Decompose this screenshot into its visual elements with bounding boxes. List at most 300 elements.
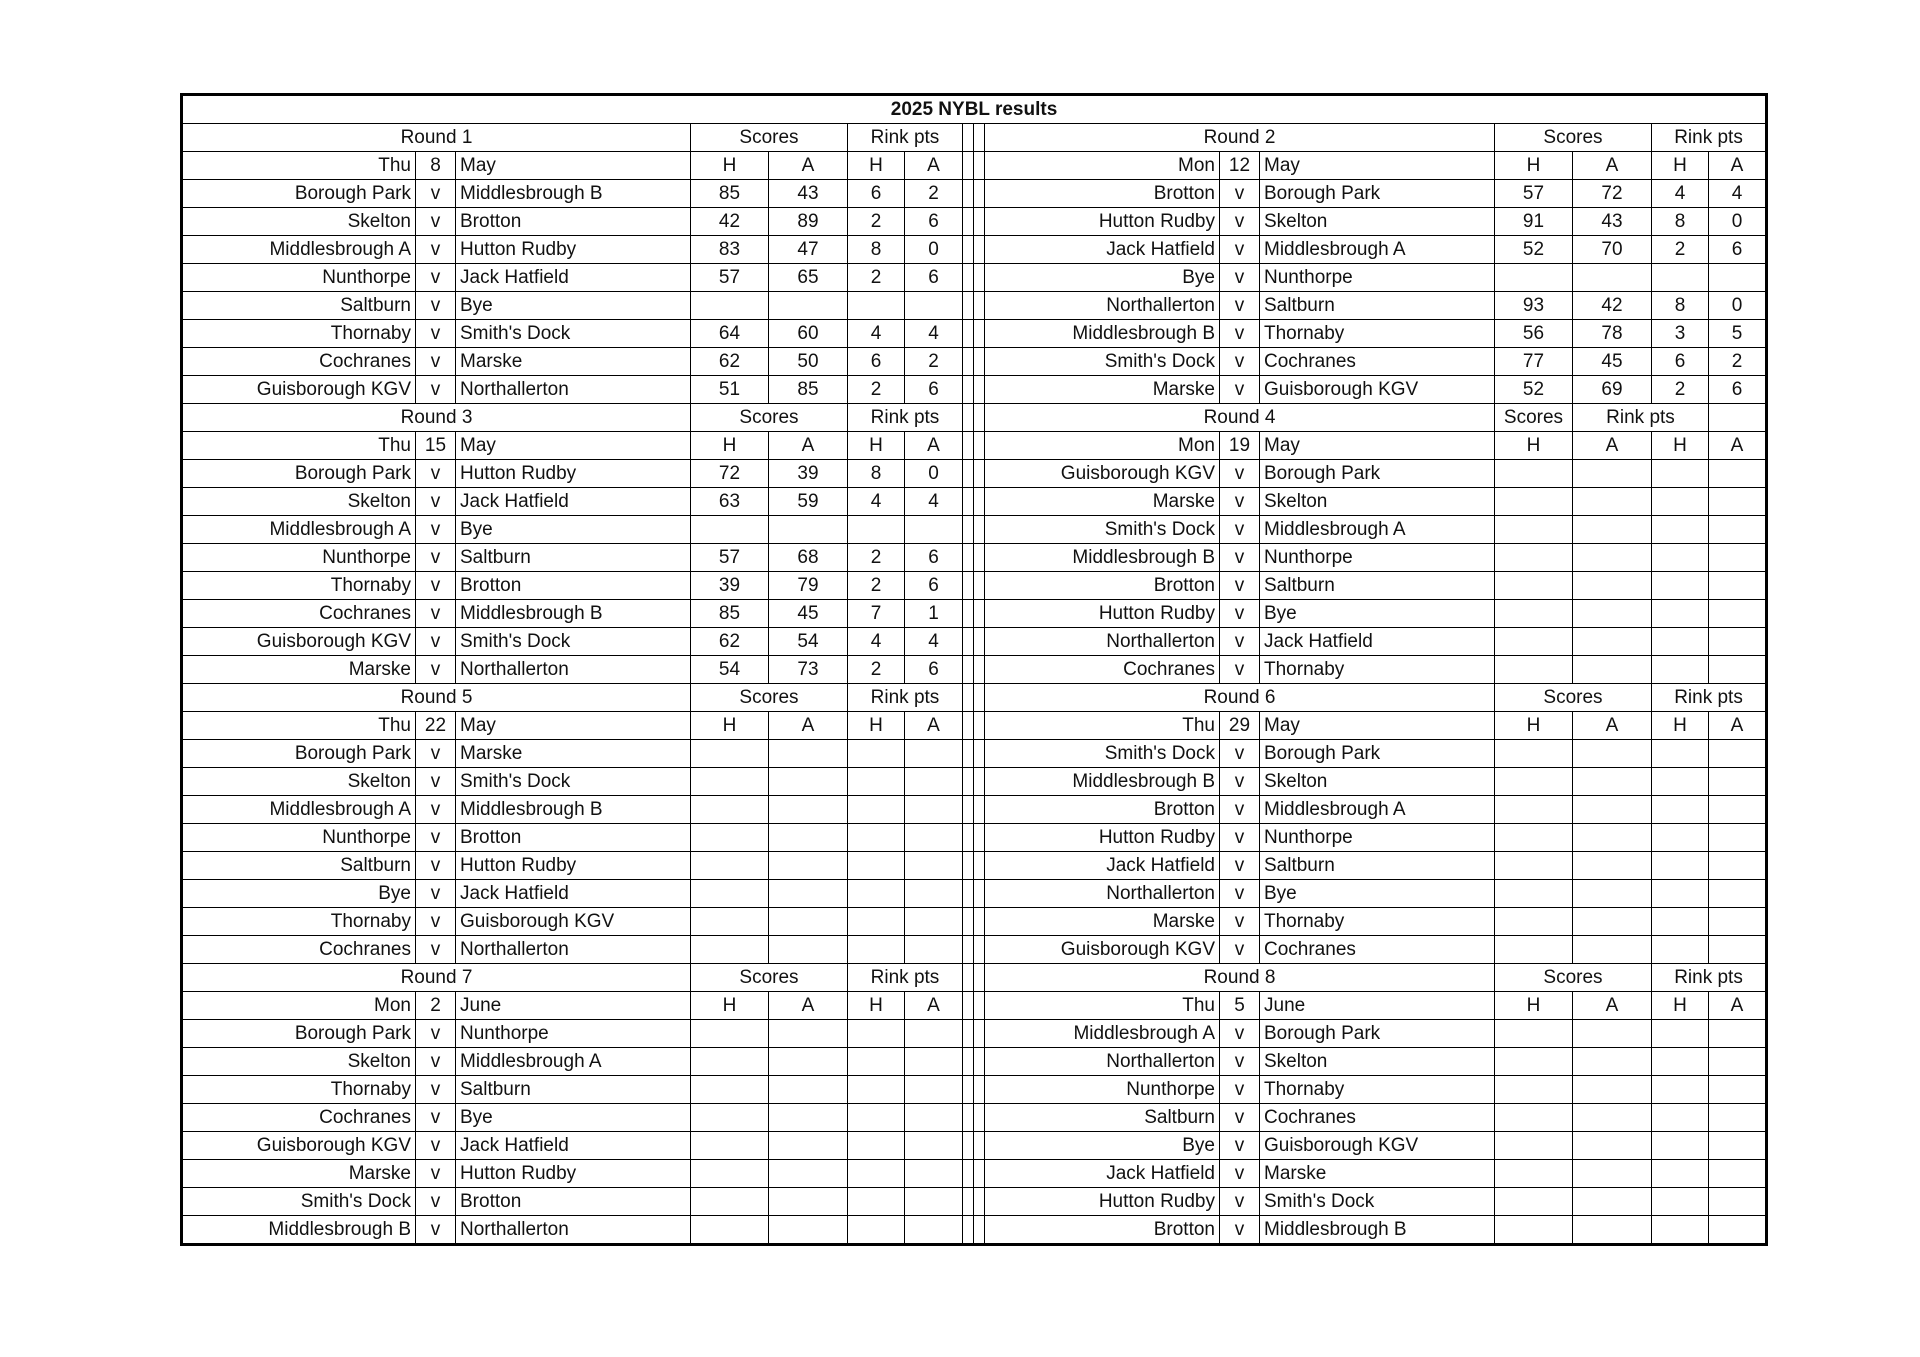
match-row (182, 1188, 1767, 1216)
away-team: Middlesbrough B (1260, 1216, 1495, 1245)
column-spacer (963, 880, 974, 908)
versus-label: v (1220, 1020, 1260, 1048)
column-spacer (974, 908, 985, 936)
versus-label: v (1220, 376, 1260, 404)
home-rink-pts: 2 (1652, 376, 1709, 404)
home-rink-pts (1652, 1132, 1709, 1160)
home-rink-pts (1652, 1048, 1709, 1076)
home-rink-pts (848, 852, 905, 880)
score-away-header: A (1573, 992, 1652, 1020)
home-score: 57 (1495, 180, 1573, 208)
home-score (1495, 572, 1573, 600)
away-score: 69 (1573, 376, 1652, 404)
away-score (769, 1132, 848, 1160)
versus-label: v (416, 824, 456, 852)
column-spacer (974, 964, 985, 992)
home-team: Hutton Rudby (985, 600, 1220, 628)
away-score: 43 (1573, 208, 1652, 236)
home-rink-pts (1652, 1020, 1709, 1048)
match-row (182, 880, 1767, 908)
home-score (691, 1188, 769, 1216)
home-score (1495, 264, 1573, 292)
home-rink-pts (848, 1132, 905, 1160)
home-score: 42 (691, 208, 769, 236)
versus-label: v (416, 488, 456, 516)
home-rink-pts (848, 1048, 905, 1076)
home-team: Middlesbrough A (182, 516, 416, 544)
column-spacer (974, 684, 985, 712)
home-rink-pts: 2 (848, 376, 905, 404)
home-team: Smith's Dock (182, 1188, 416, 1216)
home-team: Nunthorpe (182, 544, 416, 572)
home-team: Middlesbrough B (182, 1216, 416, 1245)
away-rink-pts (1709, 768, 1767, 796)
home-team: Cochranes (182, 1104, 416, 1132)
column-spacer (963, 628, 974, 656)
home-rink-pts: 4 (848, 628, 905, 656)
column-spacer (974, 880, 985, 908)
home-rink-pts (848, 740, 905, 768)
home-rink-pts (1652, 628, 1709, 656)
home-score (1495, 936, 1573, 964)
home-team: Northallerton (985, 880, 1220, 908)
home-score (1495, 544, 1573, 572)
match-row (182, 544, 1767, 572)
away-team: Marske (456, 740, 691, 768)
home-rink-pts (1652, 516, 1709, 544)
versus-label: v (1220, 796, 1260, 824)
column-spacer (963, 432, 974, 460)
versus-label: v (1220, 1048, 1260, 1076)
versus-label: v (416, 1020, 456, 1048)
away-rink-pts (1709, 1160, 1767, 1188)
away-team: Jack Hatfield (456, 488, 691, 516)
rink-away-header: A (905, 152, 963, 180)
match-row (182, 824, 1767, 852)
round-date: 2 (416, 992, 456, 1020)
versus-label: v (1220, 264, 1260, 292)
column-spacer (963, 1048, 974, 1076)
match-row (182, 320, 1767, 348)
versus-label: v (1220, 516, 1260, 544)
match-row (182, 1216, 1767, 1245)
away-rink-pts (905, 1188, 963, 1216)
home-score (691, 1160, 769, 1188)
rink-away-header: A (905, 712, 963, 740)
versus-label: v (416, 516, 456, 544)
column-spacer (963, 124, 974, 152)
round-day: Thu (182, 712, 416, 740)
home-team: Middlesbrough B (985, 320, 1220, 348)
versus-label: v (416, 376, 456, 404)
home-team: Smith's Dock (985, 516, 1220, 544)
home-rink-pts (1652, 572, 1709, 600)
versus-label: v (416, 1160, 456, 1188)
home-team: Thornaby (182, 908, 416, 936)
home-rink-pts (1652, 1216, 1709, 1245)
home-team: Skelton (182, 1048, 416, 1076)
column-spacer (974, 740, 985, 768)
away-rink-pts (905, 880, 963, 908)
home-team: Guisborough KGV (182, 1132, 416, 1160)
round-date: 29 (1220, 712, 1260, 740)
column-spacer (963, 964, 974, 992)
versus-label: v (416, 880, 456, 908)
scores-header: Scores (1495, 684, 1652, 712)
match-row (182, 600, 1767, 628)
rink-away-header: A (1709, 432, 1767, 460)
home-rink-pts (848, 768, 905, 796)
match-row (182, 208, 1767, 236)
home-score (691, 824, 769, 852)
score-home-header: H (1495, 992, 1573, 1020)
home-score: 54 (691, 656, 769, 684)
home-score (1495, 1104, 1573, 1132)
column-spacer (963, 516, 974, 544)
column-spacer (963, 348, 974, 376)
away-score (769, 824, 848, 852)
versus-label: v (416, 768, 456, 796)
away-score (769, 1216, 848, 1245)
home-rink-pts (1652, 768, 1709, 796)
away-team: Brotton (456, 824, 691, 852)
home-rink-pts: 4 (848, 320, 905, 348)
column-spacer (974, 600, 985, 628)
rink-pts-header: Rink pts (1652, 684, 1767, 712)
away-team: Saltburn (456, 544, 691, 572)
away-team: Bye (1260, 600, 1495, 628)
versus-label: v (1220, 460, 1260, 488)
away-rink-pts: 6 (905, 264, 963, 292)
versus-label: v (416, 460, 456, 488)
home-rink-pts (1652, 1076, 1709, 1104)
away-rink-pts: 4 (905, 320, 963, 348)
away-rink-pts: 2 (905, 180, 963, 208)
home-team: Cochranes (182, 348, 416, 376)
column-spacer (974, 572, 985, 600)
home-team: Cochranes (182, 600, 416, 628)
match-row (182, 572, 1767, 600)
away-score (769, 1076, 848, 1104)
column-spacer (974, 1048, 985, 1076)
round-date: 8 (416, 152, 456, 180)
home-team: Bye (182, 880, 416, 908)
home-score (691, 1020, 769, 1048)
away-score (1573, 488, 1652, 516)
versus-label: v (1220, 1076, 1260, 1104)
home-rink-pts (1652, 824, 1709, 852)
home-rink-pts: 2 (848, 208, 905, 236)
away-score (769, 740, 848, 768)
away-rink-pts (1709, 1020, 1767, 1048)
away-team: Northallerton (456, 376, 691, 404)
away-score (1573, 516, 1652, 544)
home-rink-pts (848, 1076, 905, 1104)
home-rink-pts (1652, 1160, 1709, 1188)
home-team: Middlesbrough B (985, 544, 1220, 572)
home-team: Thornaby (182, 320, 416, 348)
home-score (1495, 852, 1573, 880)
away-score: 45 (769, 600, 848, 628)
home-team: Nunthorpe (182, 824, 416, 852)
away-rink-pts (905, 1132, 963, 1160)
round-title: Round 4 (985, 404, 1495, 432)
versus-label: v (1220, 348, 1260, 376)
home-score (1495, 796, 1573, 824)
scores-header: Scores (691, 124, 848, 152)
versus-label: v (1220, 236, 1260, 264)
column-spacer (963, 1216, 974, 1245)
away-rink-pts (1709, 460, 1767, 488)
versus-label: v (416, 852, 456, 880)
match-row (182, 1132, 1767, 1160)
versus-label: v (1220, 628, 1260, 656)
away-score (1573, 740, 1652, 768)
scores-header: Scores (691, 964, 848, 992)
round-header-row (182, 404, 1767, 432)
home-team: Bye (985, 1132, 1220, 1160)
away-rink-pts (1709, 1076, 1767, 1104)
home-team: Brotton (985, 572, 1220, 600)
rink-home-header: H (1652, 432, 1709, 460)
away-score: 45 (1573, 348, 1652, 376)
home-score: 56 (1495, 320, 1573, 348)
versus-label: v (1220, 656, 1260, 684)
column-spacer (974, 404, 985, 432)
away-rink-pts (1709, 1216, 1767, 1245)
home-team: Northallerton (985, 292, 1220, 320)
away-score: 72 (1573, 180, 1652, 208)
home-team: Cochranes (182, 936, 416, 964)
home-score: 52 (1495, 236, 1573, 264)
column-spacer (974, 1160, 985, 1188)
home-rink-pts: 2 (848, 572, 905, 600)
away-team: Skelton (1260, 1048, 1495, 1076)
away-score (1573, 460, 1652, 488)
column-spacer (963, 152, 974, 180)
away-team: Saltburn (1260, 292, 1495, 320)
home-score (691, 768, 769, 796)
away-score: 70 (1573, 236, 1652, 264)
column-spacer (963, 208, 974, 236)
score-away-header: A (769, 152, 848, 180)
away-team: Northallerton (456, 936, 691, 964)
column-spacer (963, 1020, 974, 1048)
home-rink-pts (1652, 460, 1709, 488)
away-score (1573, 796, 1652, 824)
away-score: 65 (769, 264, 848, 292)
round-day: Mon (985, 152, 1220, 180)
column-spacer (974, 1020, 985, 1048)
versus-label: v (416, 740, 456, 768)
away-rink-pts (905, 292, 963, 320)
score-away-header: A (1573, 152, 1652, 180)
column-spacer (963, 320, 974, 348)
away-rink-pts (1709, 740, 1767, 768)
rink-away-header: A (905, 432, 963, 460)
home-rink-pts (848, 516, 905, 544)
away-team: Jack Hatfield (1260, 628, 1495, 656)
home-rink-pts (848, 1216, 905, 1245)
score-home-header: H (1495, 432, 1573, 460)
away-team: Saltburn (1260, 852, 1495, 880)
away-rink-pts: 4 (905, 488, 963, 516)
home-score (691, 908, 769, 936)
match-row (182, 1048, 1767, 1076)
home-rink-pts (848, 1020, 905, 1048)
home-team: Skelton (182, 488, 416, 516)
match-row (182, 264, 1767, 292)
home-team: Saltburn (985, 1104, 1220, 1132)
away-score (1573, 936, 1652, 964)
versus-label: v (1220, 320, 1260, 348)
away-score: 39 (769, 460, 848, 488)
column-spacer (974, 1216, 985, 1245)
away-team: Northallerton (456, 656, 691, 684)
match-row (182, 236, 1767, 264)
away-rink-pts (905, 768, 963, 796)
home-score (1495, 488, 1573, 516)
home-rink-pts: 2 (848, 656, 905, 684)
versus-label: v (1220, 572, 1260, 600)
home-team: Saltburn (182, 292, 416, 320)
away-team: Cochranes (1260, 936, 1495, 964)
column-spacer (963, 852, 974, 880)
versus-label: v (1220, 1104, 1260, 1132)
away-score (1573, 544, 1652, 572)
home-team: Marske (985, 908, 1220, 936)
round-month: May (456, 432, 691, 460)
home-rink-pts (848, 908, 905, 936)
match-row (182, 1076, 1767, 1104)
title-row (182, 95, 1767, 124)
home-team: Jack Hatfield (985, 236, 1220, 264)
away-rink-pts (1709, 516, 1767, 544)
score-home-header: H (1495, 152, 1573, 180)
versus-label: v (416, 208, 456, 236)
match-row (182, 796, 1767, 824)
away-score (1573, 852, 1652, 880)
versus-label: v (416, 180, 456, 208)
column-spacer (963, 1132, 974, 1160)
rink-pts-header: Rink pts (848, 964, 963, 992)
away-team: Brotton (456, 1188, 691, 1216)
versus-label: v (1220, 180, 1260, 208)
home-score (691, 292, 769, 320)
score-away-header: A (769, 712, 848, 740)
versus-label: v (1220, 208, 1260, 236)
column-spacer (974, 712, 985, 740)
home-rink-pts (1652, 936, 1709, 964)
home-score (691, 1048, 769, 1076)
column-spacer (974, 516, 985, 544)
away-team: Skelton (1260, 488, 1495, 516)
home-team: Smith's Dock (985, 348, 1220, 376)
away-score (769, 516, 848, 544)
versus-label: v (416, 236, 456, 264)
away-rink-pts: 6 (905, 376, 963, 404)
away-score (769, 292, 848, 320)
round-date: 19 (1220, 432, 1260, 460)
home-score (1495, 1160, 1573, 1188)
home-team: Middlesbrough B (985, 768, 1220, 796)
away-team: Smith's Dock (456, 320, 691, 348)
round-date-row (182, 152, 1767, 180)
away-team: Hutton Rudby (456, 1160, 691, 1188)
versus-label: v (416, 936, 456, 964)
home-team: Middlesbrough A (182, 796, 416, 824)
away-team: Smith's Dock (456, 768, 691, 796)
home-team: Hutton Rudby (985, 824, 1220, 852)
column-spacer (963, 544, 974, 572)
column-spacer (974, 320, 985, 348)
home-rink-pts (1652, 544, 1709, 572)
home-score (691, 1076, 769, 1104)
column-spacer (974, 432, 985, 460)
round-month: May (1260, 152, 1495, 180)
home-team: Borough Park (182, 460, 416, 488)
scores-header: Scores (691, 684, 848, 712)
round-title: Round 6 (985, 684, 1495, 712)
away-team: Smith's Dock (1260, 1188, 1495, 1216)
rink-home-header: H (848, 712, 905, 740)
match-row (182, 460, 1767, 488)
column-spacer (963, 684, 974, 712)
score-home-header: H (691, 712, 769, 740)
home-rink-pts (848, 1160, 905, 1188)
versus-label: v (1220, 1188, 1260, 1216)
results-body (182, 95, 1767, 1245)
away-rink-pts: 0 (1709, 208, 1767, 236)
home-score (1495, 1132, 1573, 1160)
home-rink-pts (848, 880, 905, 908)
home-score: 91 (1495, 208, 1573, 236)
away-score: 47 (769, 236, 848, 264)
round-title: Round 5 (182, 684, 691, 712)
column-spacer (963, 740, 974, 768)
round-day: Thu (182, 152, 416, 180)
home-team: Thornaby (182, 572, 416, 600)
home-score: 57 (691, 264, 769, 292)
away-rink-pts: 0 (905, 460, 963, 488)
column-spacer (974, 348, 985, 376)
column-spacer (963, 376, 974, 404)
home-rink-pts: 6 (848, 348, 905, 376)
column-spacer (974, 936, 985, 964)
away-score (769, 1104, 848, 1132)
away-rink-pts (905, 908, 963, 936)
home-rink-pts (1652, 488, 1709, 516)
column-spacer (963, 264, 974, 292)
match-row (182, 1160, 1767, 1188)
away-score (1573, 1188, 1652, 1216)
away-rink-pts (905, 1076, 963, 1104)
home-team: Nunthorpe (182, 264, 416, 292)
match-row (182, 628, 1767, 656)
away-rink-pts (905, 1160, 963, 1188)
away-score (1573, 1076, 1652, 1104)
away-rink-pts (905, 1048, 963, 1076)
round-title: Round 8 (985, 964, 1495, 992)
away-team: Middlesbrough A (456, 1048, 691, 1076)
column-spacer (963, 1076, 974, 1104)
away-rink-pts (1709, 1188, 1767, 1216)
away-team: Hutton Rudby (456, 852, 691, 880)
away-score: 89 (769, 208, 848, 236)
away-team: Marske (1260, 1160, 1495, 1188)
home-score: 64 (691, 320, 769, 348)
round-date: 22 (416, 712, 456, 740)
